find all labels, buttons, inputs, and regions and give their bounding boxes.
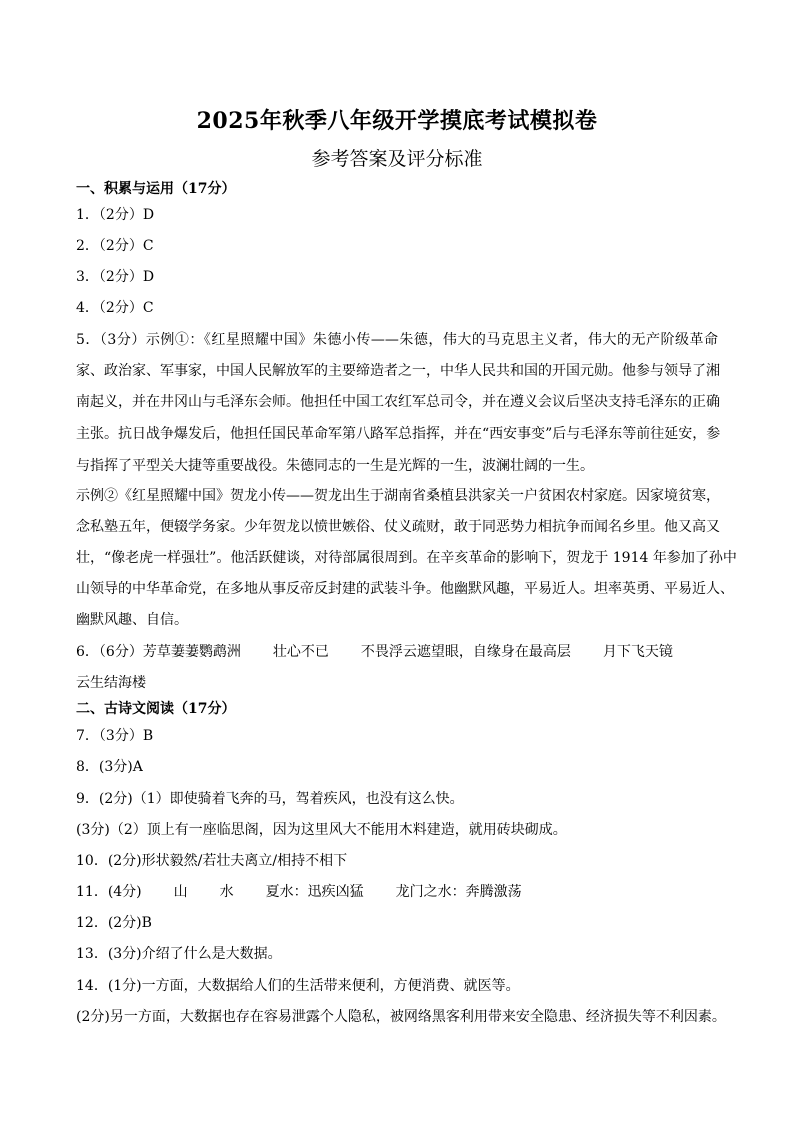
section-heading-2: 二、古诗文阅读（17分） [76, 701, 236, 717]
answer-q7: 7．（3分）B [76, 728, 154, 744]
answer-q5-line-2: 家、政治家、军事家，中国人民解放军的主要缔造者之一，中华人民共和国的开国元勋。他参与领导了湘 [76, 363, 720, 379]
answer-q5-line-3: 南起义，并在井冈山与毛泽东会师。他担任中国工农红军总司令，并在遵义会议后坚决支持毛泽东的正确 [76, 394, 720, 410]
answer-q2: 2．（2分）C [76, 238, 154, 254]
answer-q5-line-5: 与指挥了平型关大捷等重要战役。朱德同志的一生是光辉的一生，波澜壮阔的一生。 [76, 458, 594, 474]
answer-q4: 4．（2分）C [76, 300, 154, 316]
answer-q6-line-1 [76, 642, 673, 662]
answer-q14-part-1: 14．(1分)一方面，大数据给人们的生活带来便利，方便消费、就医等。 [76, 978, 520, 994]
answer-q12: 12．(2分)B [76, 915, 152, 931]
answer-q9-part-1: 9．(2分)（1）即使骑着飞奔的马，驾着疾风，也没有这么快。 [76, 791, 464, 807]
page-title: 2025年秋季八年级开学摸底考试模拟卷 [196, 108, 598, 134]
answer-q11 [76, 882, 522, 902]
page-subtitle: 参考答案及评分标准 [311, 148, 483, 170]
answer-q14-part-2: (2分)另一方面，大数据也存在容易泄露个人隐私，被网络黑客利用带来安全隐患、经济损失等不利因素。 [76, 1009, 726, 1025]
answer-q6-part-2: 壮心不已 [272, 644, 329, 660]
answer-q1: 1．（2分）D [76, 207, 155, 223]
answer-q5-line-9: 山领导的中华革命党，在多地从事反帝反封建的武装斗争。他幽默风趣，平易近人。坦率英勇、平易近人、 [76, 581, 734, 597]
answer-q11-prefix: 11．(4分) [76, 884, 142, 900]
answer-q6-part-1: 6．（6分）芳草萋萋鹦鹉洲 [76, 644, 241, 660]
answer-q9-part-2: (3分)（2）顶上有一座临思阁，因为这里风大不能用木料建造，就用砖块砌成。 [76, 822, 567, 838]
section-heading-1: 一、积累与运用（17分） [76, 181, 236, 197]
answer-q5-line-4: 主张。抗日战争爆发后，他担任国民革命军第八路军总指挥，并在“西安事变”后与毛泽东等前往延安，参 [76, 426, 721, 442]
answer-q6-part-3: 不畏浮云遮望眼，自缘身在最高层 [360, 644, 571, 660]
answer-q5-line-8: 壮，“像老虎一样强壮”。他活跃健谈，对待部属很周到。在辛亥革命的影响下，贺龙于 1914 年参加了孙中 [76, 550, 737, 566]
answer-q8: 8．(3分)A [76, 759, 143, 775]
answer-q11-part-3: 夏水：迅疾凶猛 [265, 884, 364, 900]
answer-q5-line-1: 5．（3分）示例①：《红星照耀中国》朱德小传——朱德，伟大的马克思主义者，伟大的无产阶级革命 [76, 332, 718, 348]
answer-q5-line-7: 念私塾五年，便辍学务家。少年贺龙以愤世嫉俗、仗义疏财，敢于同恶势力相抗争而闻名乡里。他又高又 [76, 519, 720, 535]
answer-q6-line-2: 云生结海楼 [76, 675, 146, 691]
answer-q10: 10．(2分)形状毅然/若壮夫离立/相持不相下 [76, 853, 348, 869]
answer-q11-part-1: 山 [173, 884, 188, 900]
answer-q11-part-4: 龙门之水：奔腾激荡 [395, 884, 522, 900]
answer-q11-part-2: 水 [219, 884, 234, 900]
answer-q3: 3．（2分）D [76, 269, 155, 285]
answer-q13: 13．(3分)介绍了什么是大数据。 [76, 946, 282, 962]
answer-q6-part-4: 月下飞天镜 [602, 644, 673, 660]
answer-q5-line-10: 幽默风趣、自信。 [76, 612, 188, 628]
answer-q5-line-6: 示例②《红星照耀中国》贺龙小传——贺龙出生于湖南省桑植县洪家关一户贫困农村家庭。因家境贫寒， [76, 488, 720, 504]
